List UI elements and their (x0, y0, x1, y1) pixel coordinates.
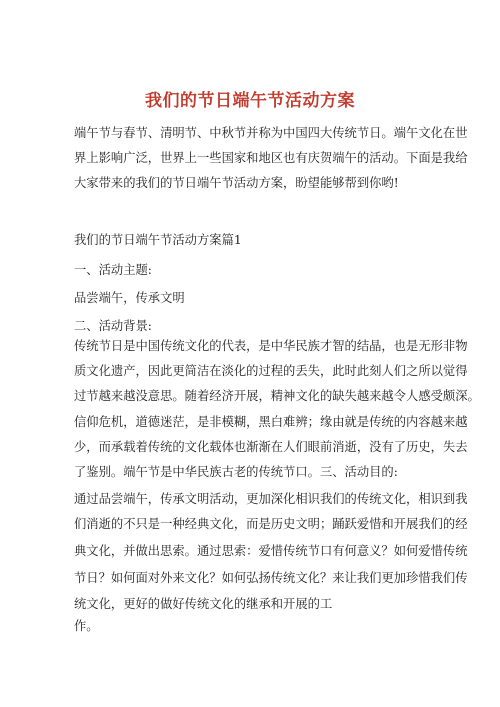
intro-line: 界上影响广泛，世界上一些国家和地区也有庆贺端午的活动。下面是我给 (74, 151, 468, 165)
body-line: 们消逝的不只是一种经典文化，而是历史文明；踊跃爱惜和开展我们的经 (74, 517, 468, 531)
body-line: 节日？如何面对外来文化？如何弘扬传统文化？来让我们更加珍惜我们传 (74, 571, 468, 585)
body-line: 了鉴别。端午节是中华民族古老的传统节口。三、活动目的: (74, 465, 398, 479)
intro-line: 大家带来的我们的节日端午节活动方案，盼望能够帮到你哟! (74, 176, 399, 190)
body-line: 统文化，更好的做好传统文化的继承和开展的工 (74, 597, 333, 611)
body-line: 典文化，并做出思索。通过思索：爱惜传统节口有何意义？如何爱惜传统 (74, 544, 468, 558)
section-heading: 我们的节日端午节活动方案篇1 (74, 233, 242, 247)
body-line: 过节越来越没意思。随着经济开展，精神文化的缺失越来越令人感受颇深。 (74, 389, 480, 403)
body-line: 质文化遗产，因此更简洁在淡化的过程的丢失，此时此刻人们之所以觉得 (74, 364, 468, 378)
list-item: 一、活动主题: (74, 263, 152, 277)
body-line: 传统节日是中国传统文化的代表，是中华民族才智的结晶，也是无形非物 (74, 339, 468, 353)
body-line: 少，而承载着传统的文化载体也渐渐在人们眼前消逝，没有了历史，失去 (74, 440, 468, 454)
body-line: 作。 (74, 619, 99, 633)
list-item: 二、活动背景: (74, 319, 152, 333)
intro-line: 端午节与春节、清明节、中秋节并称为中国四大传统节日。端午文化在世 (74, 126, 468, 140)
document-title: 我们的节日端午节活动方案 (145, 91, 355, 111)
body-line: 信仰危机，道德迷茫，是非模糊，黑白难辨；缘由就是传统的内容越来越 (74, 415, 468, 429)
body-line: 通过品尝端午，传承文明活动，更加深化相识我们的传统文化，相识到我 (74, 492, 468, 506)
body-line: 品尝端午，传承文明 (74, 291, 185, 305)
